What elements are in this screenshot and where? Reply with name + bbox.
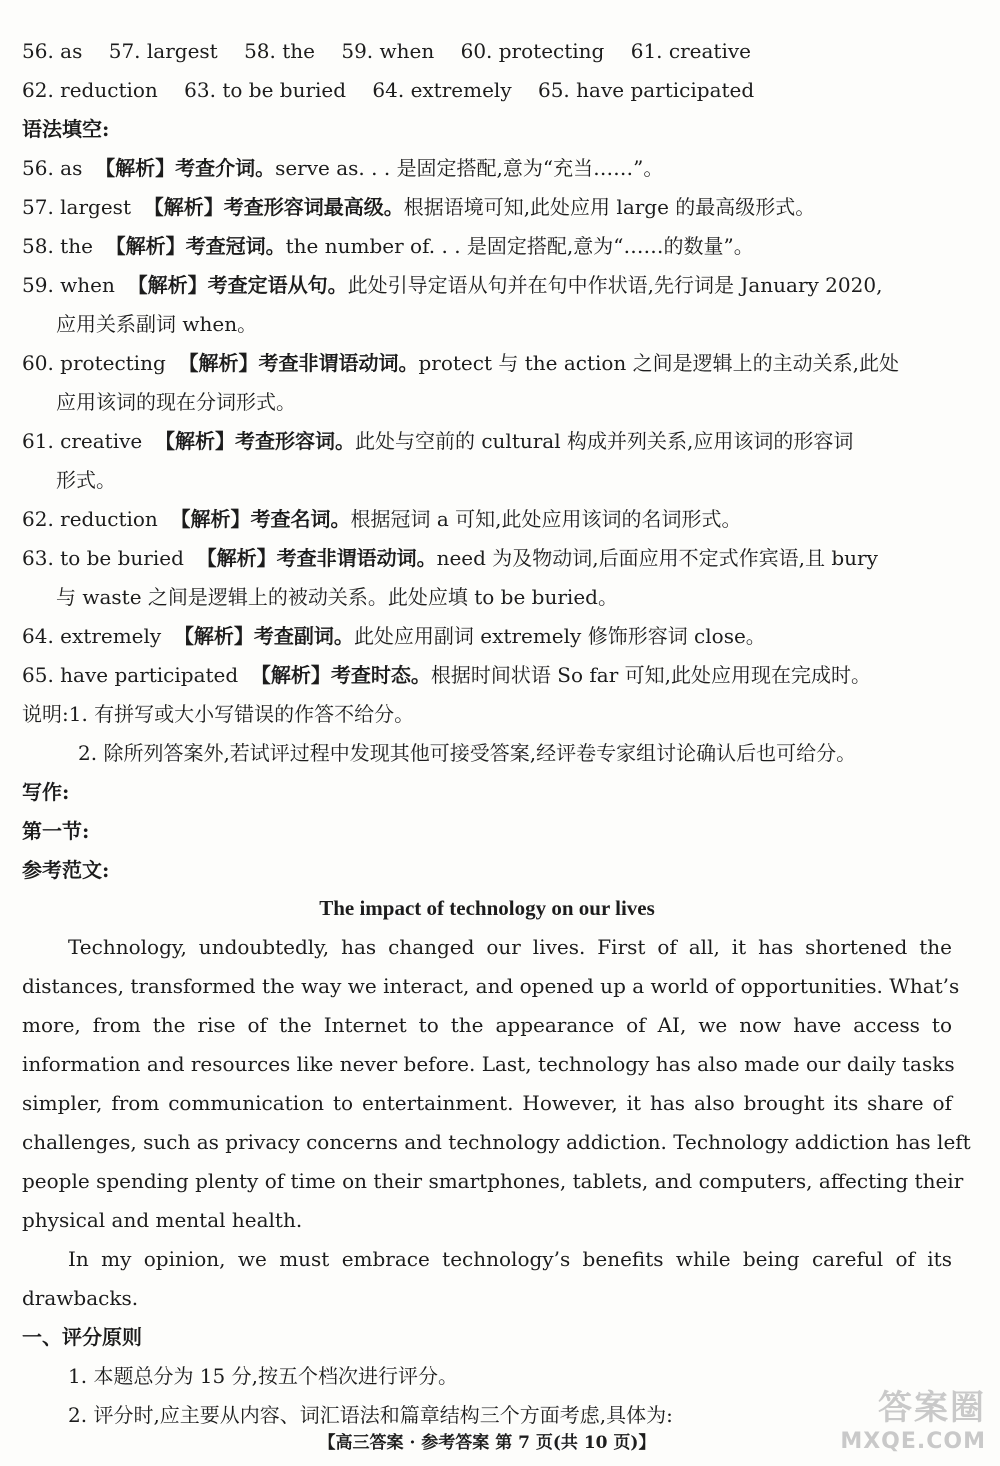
item-number: 64. extremely: [22, 624, 162, 648]
essay-p1-line-6: challenges, such as privacy concerns and technology addiction. Technology addiction has left: [22, 1130, 971, 1154]
item-number: 62. reduction: [22, 507, 158, 531]
item-number: 65. have participated: [22, 663, 239, 687]
explanation-59: [22, 270, 882, 300]
essay-p1-line-8: physical and mental health.: [22, 1208, 303, 1232]
item-text: need 为及物动词,后面应用不定式作宾语,且 bury: [436, 546, 878, 570]
item-text: protect 与 the action 之间是逻辑上的主动关系,此处: [418, 351, 900, 375]
item-text: 此处引导定语从句并在句中作状语,先行词是 January 2020,: [347, 273, 883, 297]
answer-58: 58. the: [244, 39, 315, 63]
explanation-61-cont: 形式。: [56, 468, 116, 492]
item-tag: 【解析】考查定语从句。: [127, 273, 348, 297]
item-text: the number of. . . 是固定搭配,意为“……的数量”。: [285, 234, 754, 258]
explanation-62: [22, 504, 742, 534]
item-number: 60. protecting: [22, 351, 166, 375]
scoring-rule-1: 1. 本题总分为 15 分,按五个档次进行评分。: [68, 1364, 458, 1388]
item-tag: 【解析】考查非谓语动词。: [178, 351, 419, 375]
explanation-56: [22, 153, 663, 183]
answer-60: 60. protecting: [460, 39, 605, 63]
page-footer: 【高三答案 · 参考答案 第 7 页(共 10 页)】: [318, 1433, 656, 1453]
item-text: serve as. . . 是固定搭配,意为“充当……”。: [275, 156, 664, 180]
item-number: 58. the: [22, 234, 93, 258]
writing-heading: 写作:: [22, 780, 70, 804]
item-text: 根据时间状语 So far 可知,此处应用现在完成时。: [430, 663, 871, 687]
explanation-60: [22, 348, 899, 378]
watermark-url: MXQE.COM: [840, 1429, 986, 1454]
explanation-59-cont: 应用关系副词 when。: [56, 312, 258, 336]
item-number: 63. to be buried: [22, 546, 184, 570]
explanation-57: [22, 192, 815, 222]
essay-p1-line-7: people spending plenty of time on their smartphones, tablets, and computers, affecting their: [22, 1169, 964, 1193]
answer-64: 64. extremely: [372, 78, 512, 102]
item-tag: 【解析】考查冠词。: [105, 234, 286, 258]
essay-p1-line-3: more, from the rise of the Internet to the appearance of AI, we now have access to: [22, 1013, 952, 1037]
item-tag: 【解析】考查时态。: [250, 663, 431, 687]
answer-row-1: [22, 36, 771, 66]
essay-title: The impact of technology on our lives: [319, 896, 655, 920]
item-number: 56. as: [22, 156, 83, 180]
explanation-64: [22, 621, 766, 651]
answer-57: 57. largest: [108, 39, 218, 63]
item-tag: 【解析】考查形容词。: [154, 429, 355, 453]
item-tag: 【解析】考查非谓语动词。: [196, 546, 437, 570]
essay-p1-line-4: information and resources like never before. Last, technology has also made our daily tasks: [22, 1052, 955, 1076]
explanation-61: [22, 426, 853, 456]
essay-p1-line-5: simpler, from communication to entertainment. However, it has also brought its share of: [22, 1091, 952, 1115]
answer-62: 62. reduction: [22, 78, 158, 102]
essay-p1-line-2: distances, transformed the way we interact, and opened up a world of opportunities. What’s: [22, 974, 960, 998]
sample-essay-heading: 参考范文:: [22, 858, 110, 882]
answer-63: 63. to be buried: [184, 78, 347, 102]
item-text: 此处应用副词 extremely 修饰形容词 close。: [353, 624, 766, 648]
essay-p2-line-1: In my opinion, we must embrace technology’s benefits while being careful of its: [68, 1247, 952, 1271]
item-text: 此处与空前的 cultural 构成并列关系,应用该词的形容词: [354, 429, 854, 453]
grammar-heading: 语法填空:: [22, 117, 110, 141]
item-text: 根据语境可知,此处应用 large 的最高级形式。: [403, 195, 816, 219]
watermark: [840, 1380, 986, 1454]
explanation-65: [22, 660, 871, 690]
item-tag: 【解析】考查名词。: [170, 507, 351, 531]
answer-row-2: [22, 75, 774, 105]
scoring-heading: 一、评分原则: [22, 1325, 142, 1349]
explanation-60-cont: 应用该词的现在分词形式。: [56, 390, 296, 414]
note-1: 说明:1. 有拼写或大小写错误的作答不给分。: [22, 702, 415, 726]
explanation-63-cont: 与 waste 之间是逻辑上的被动关系。此处应填 to be buried。: [56, 585, 618, 609]
item-text: 根据冠词 a 可知,此处应用该词的名词形式。: [350, 507, 742, 531]
item-tag: 【解析】考查形容词最高级。: [143, 195, 404, 219]
item-number: 59. when: [22, 273, 115, 297]
watermark-logo-text: 答案圈: [878, 1388, 986, 1428]
scoring-rule-2: 2. 评分时,应主要从内容、词汇语法和篇章结构三个方面考虑,具体为:: [68, 1403, 673, 1427]
item-tag: 【解析】考查介词。: [95, 156, 276, 180]
essay-p1-line-1: Technology, undoubtedly, has changed our lives. First of all, it has shortened the: [68, 935, 952, 959]
item-tag: 【解析】考查副词。: [173, 624, 354, 648]
explanation-63: [22, 543, 878, 573]
essay-p2-line-2: drawbacks.: [22, 1286, 139, 1310]
item-number: 57. largest: [22, 195, 131, 219]
answer-65: 65. have participated: [537, 78, 755, 102]
note-2: 2. 除所列答案外,若试评过程中发现其他可接受答案,经评卷专家组讨论确认后也可给分。: [78, 741, 857, 765]
answer-61: 61. creative: [630, 39, 751, 63]
explanation-58: [22, 231, 754, 261]
answer-56: 56. as: [22, 39, 83, 63]
section-1-heading: 第一节:: [22, 819, 90, 843]
answer-59: 59. when: [341, 39, 435, 63]
item-number: 61. creative: [22, 429, 143, 453]
